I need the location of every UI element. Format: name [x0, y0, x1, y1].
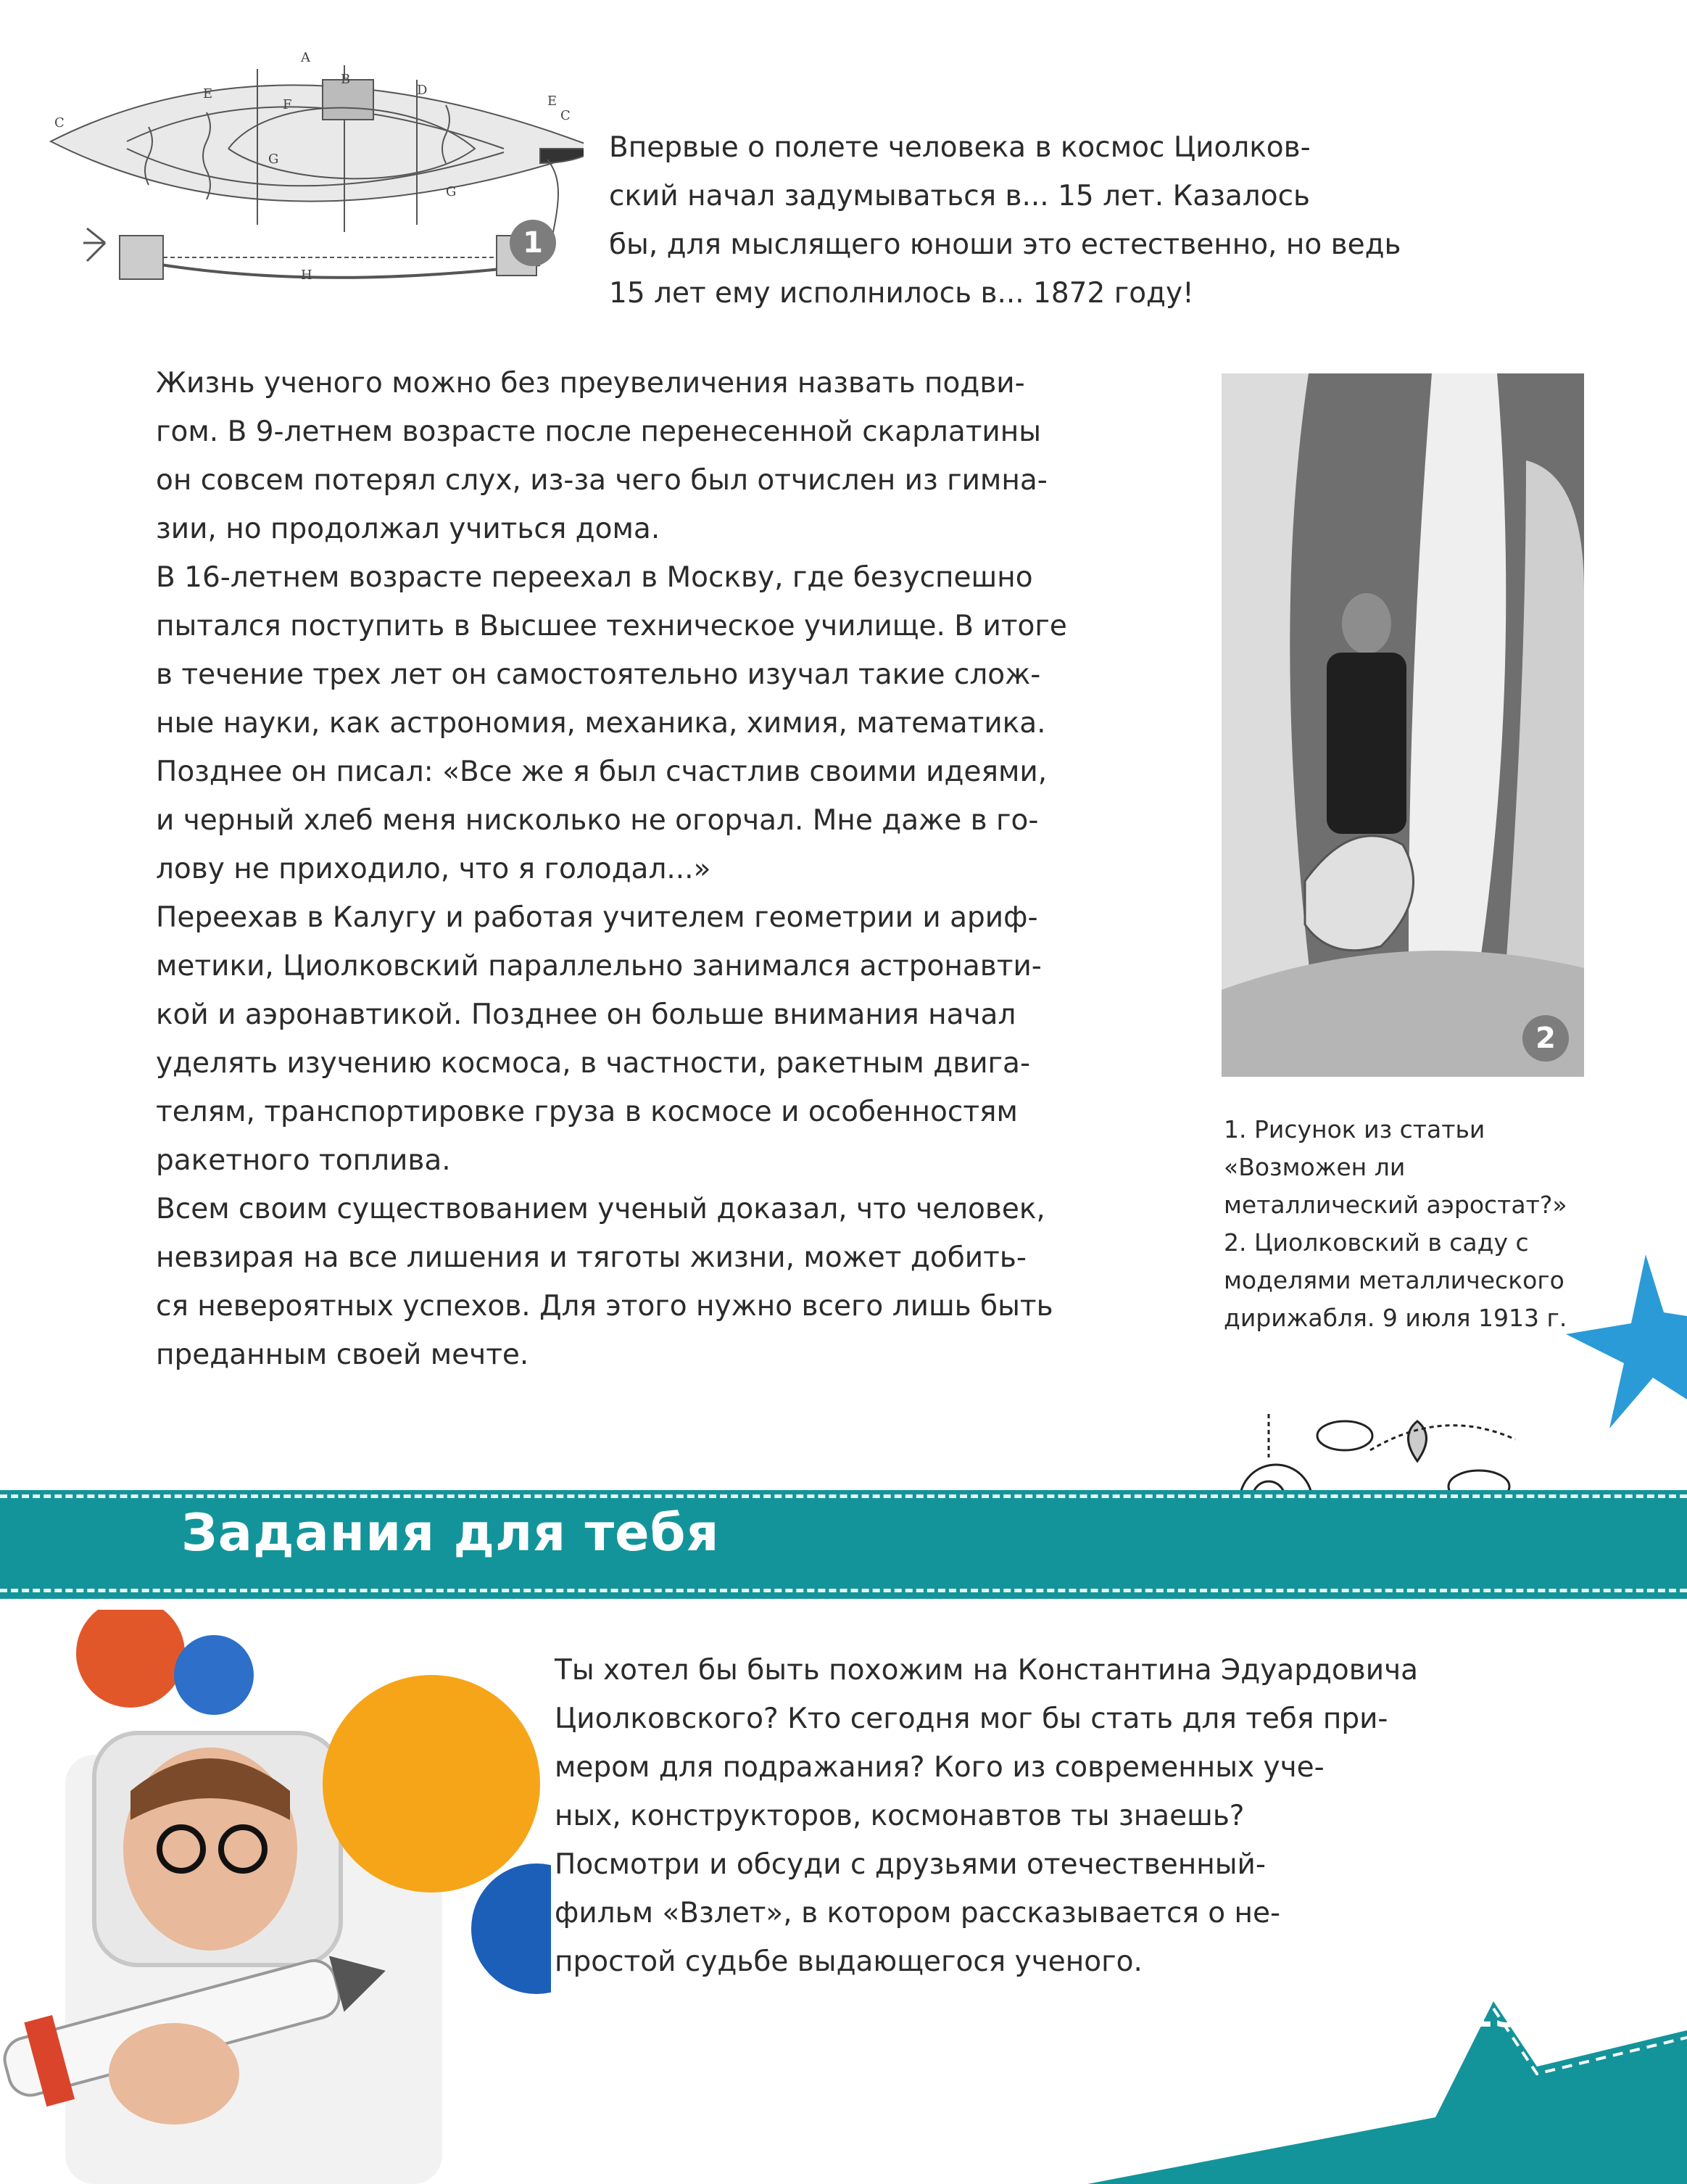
- tasks-paragraph: Ты хотел бы быть похожим на Константина Эдуардовича Циолковского? Кто сегодня мог бы стать для тебя при- мером для подражания? Кого из современных уче- ных, конструкторов, космонавтов ты знаешь? Посмотри и обсуди с друзьями отечественный- фильм «Взлет», в котором рассказывается о не- простой судьбе выдающегося ученого.: [555, 1654, 1419, 1978]
- tasks-banner: [0, 1490, 1687, 1599]
- drawing-letter: G: [268, 152, 279, 167]
- page-number-ribbon-icon: [1087, 1958, 1687, 2184]
- drawing-letter: D: [417, 83, 428, 98]
- drawing-letter: E: [203, 86, 213, 102]
- figure-caption: 1. Рисунок из статьи «Возможен ли металлический аэростат?» 2. Циолковский в саду с моделями металлического дирижабля. 9 июля 1913 г.: [1224, 1115, 1567, 1332]
- banner-title: Задания для тебя: [181, 1503, 720, 1563]
- body-paragraph: Переехав в Калугу и работая учителем геометрии и ариф- метики, Циолковский параллельно занимался астронавти- кой и аэронавтикой. Позднее он больше внимания начал уделять изучению космоса, в частности, ракетным двига- телям, транспортировке груза в космосе и особенностям ракетного топлива.: [156, 901, 1042, 1177]
- drawing-letter: A: [301, 50, 310, 65]
- intro-paragraph: Впервые о полете человека в космос Циолков- ский начал задумываться в... 15 лет. Казалось бы, для мыслящего юноши это естественно, но ведь 15 лет ему исполнилось в... 1872 году!: [609, 131, 1401, 310]
- drawing-letter: C: [54, 115, 65, 131]
- photo-illustration: [1222, 373, 1584, 1077]
- drawing-letter: H: [301, 268, 312, 283]
- airship-illustration: [40, 40, 584, 315]
- kid-with-planets-illustration: [0, 1610, 551, 2184]
- figure-badge-2: 2: [1522, 1015, 1569, 1062]
- airship-drawing: [40, 40, 584, 315]
- body-paragraph: Жизнь ученого можно без преувеличения назвать подви- гом. В 9-летнем возрасте после перенесенной скарлатины он совсем потерял слух, из-за чего был отчислен из гимна- зии, но продолжал учиться дома.: [156, 367, 1048, 545]
- banner-dash-top: [0, 1494, 1687, 1498]
- drawing-letter: C: [560, 108, 571, 123]
- drawing-letter: F: [283, 97, 292, 112]
- drawing-letter: E: [547, 94, 558, 109]
- tsiolkovsky-photo: [1222, 373, 1584, 1077]
- banner-dash-bottom: [0, 1589, 1687, 1592]
- drawing-letter: G: [446, 184, 457, 199]
- drawing-letter: B: [341, 72, 351, 87]
- main-text: [156, 359, 1171, 1379]
- star-decoration-icon: [1566, 1254, 1687, 1443]
- figure-badge-1: 1: [510, 220, 556, 266]
- body-paragraph: Всем своим существованием ученый доказал, что человек, невзирая на все лишения и тяготы жизни, может добить- ся невероятных успехов. Для этого нужно всего лишь быть преданным своей мечте.: [156, 1193, 1053, 1371]
- body-paragraph: В 16-летнем возрасте переехал в Москву, где безуспешно пытался поступить в Высшее техническое училище. В итоге в течение трех лет он самостоятельно изучал такие слож- ные науки, как астрономия, механика, химия, математика. Позднее он писал: «Все же я был счастлив своими идеями, и черный хлеб меня нисколько не огорчал. Мне даже в го- лову не приходило, что я голодал...»: [156, 561, 1067, 885]
- page-number: 13: [1466, 1990, 1524, 2036]
